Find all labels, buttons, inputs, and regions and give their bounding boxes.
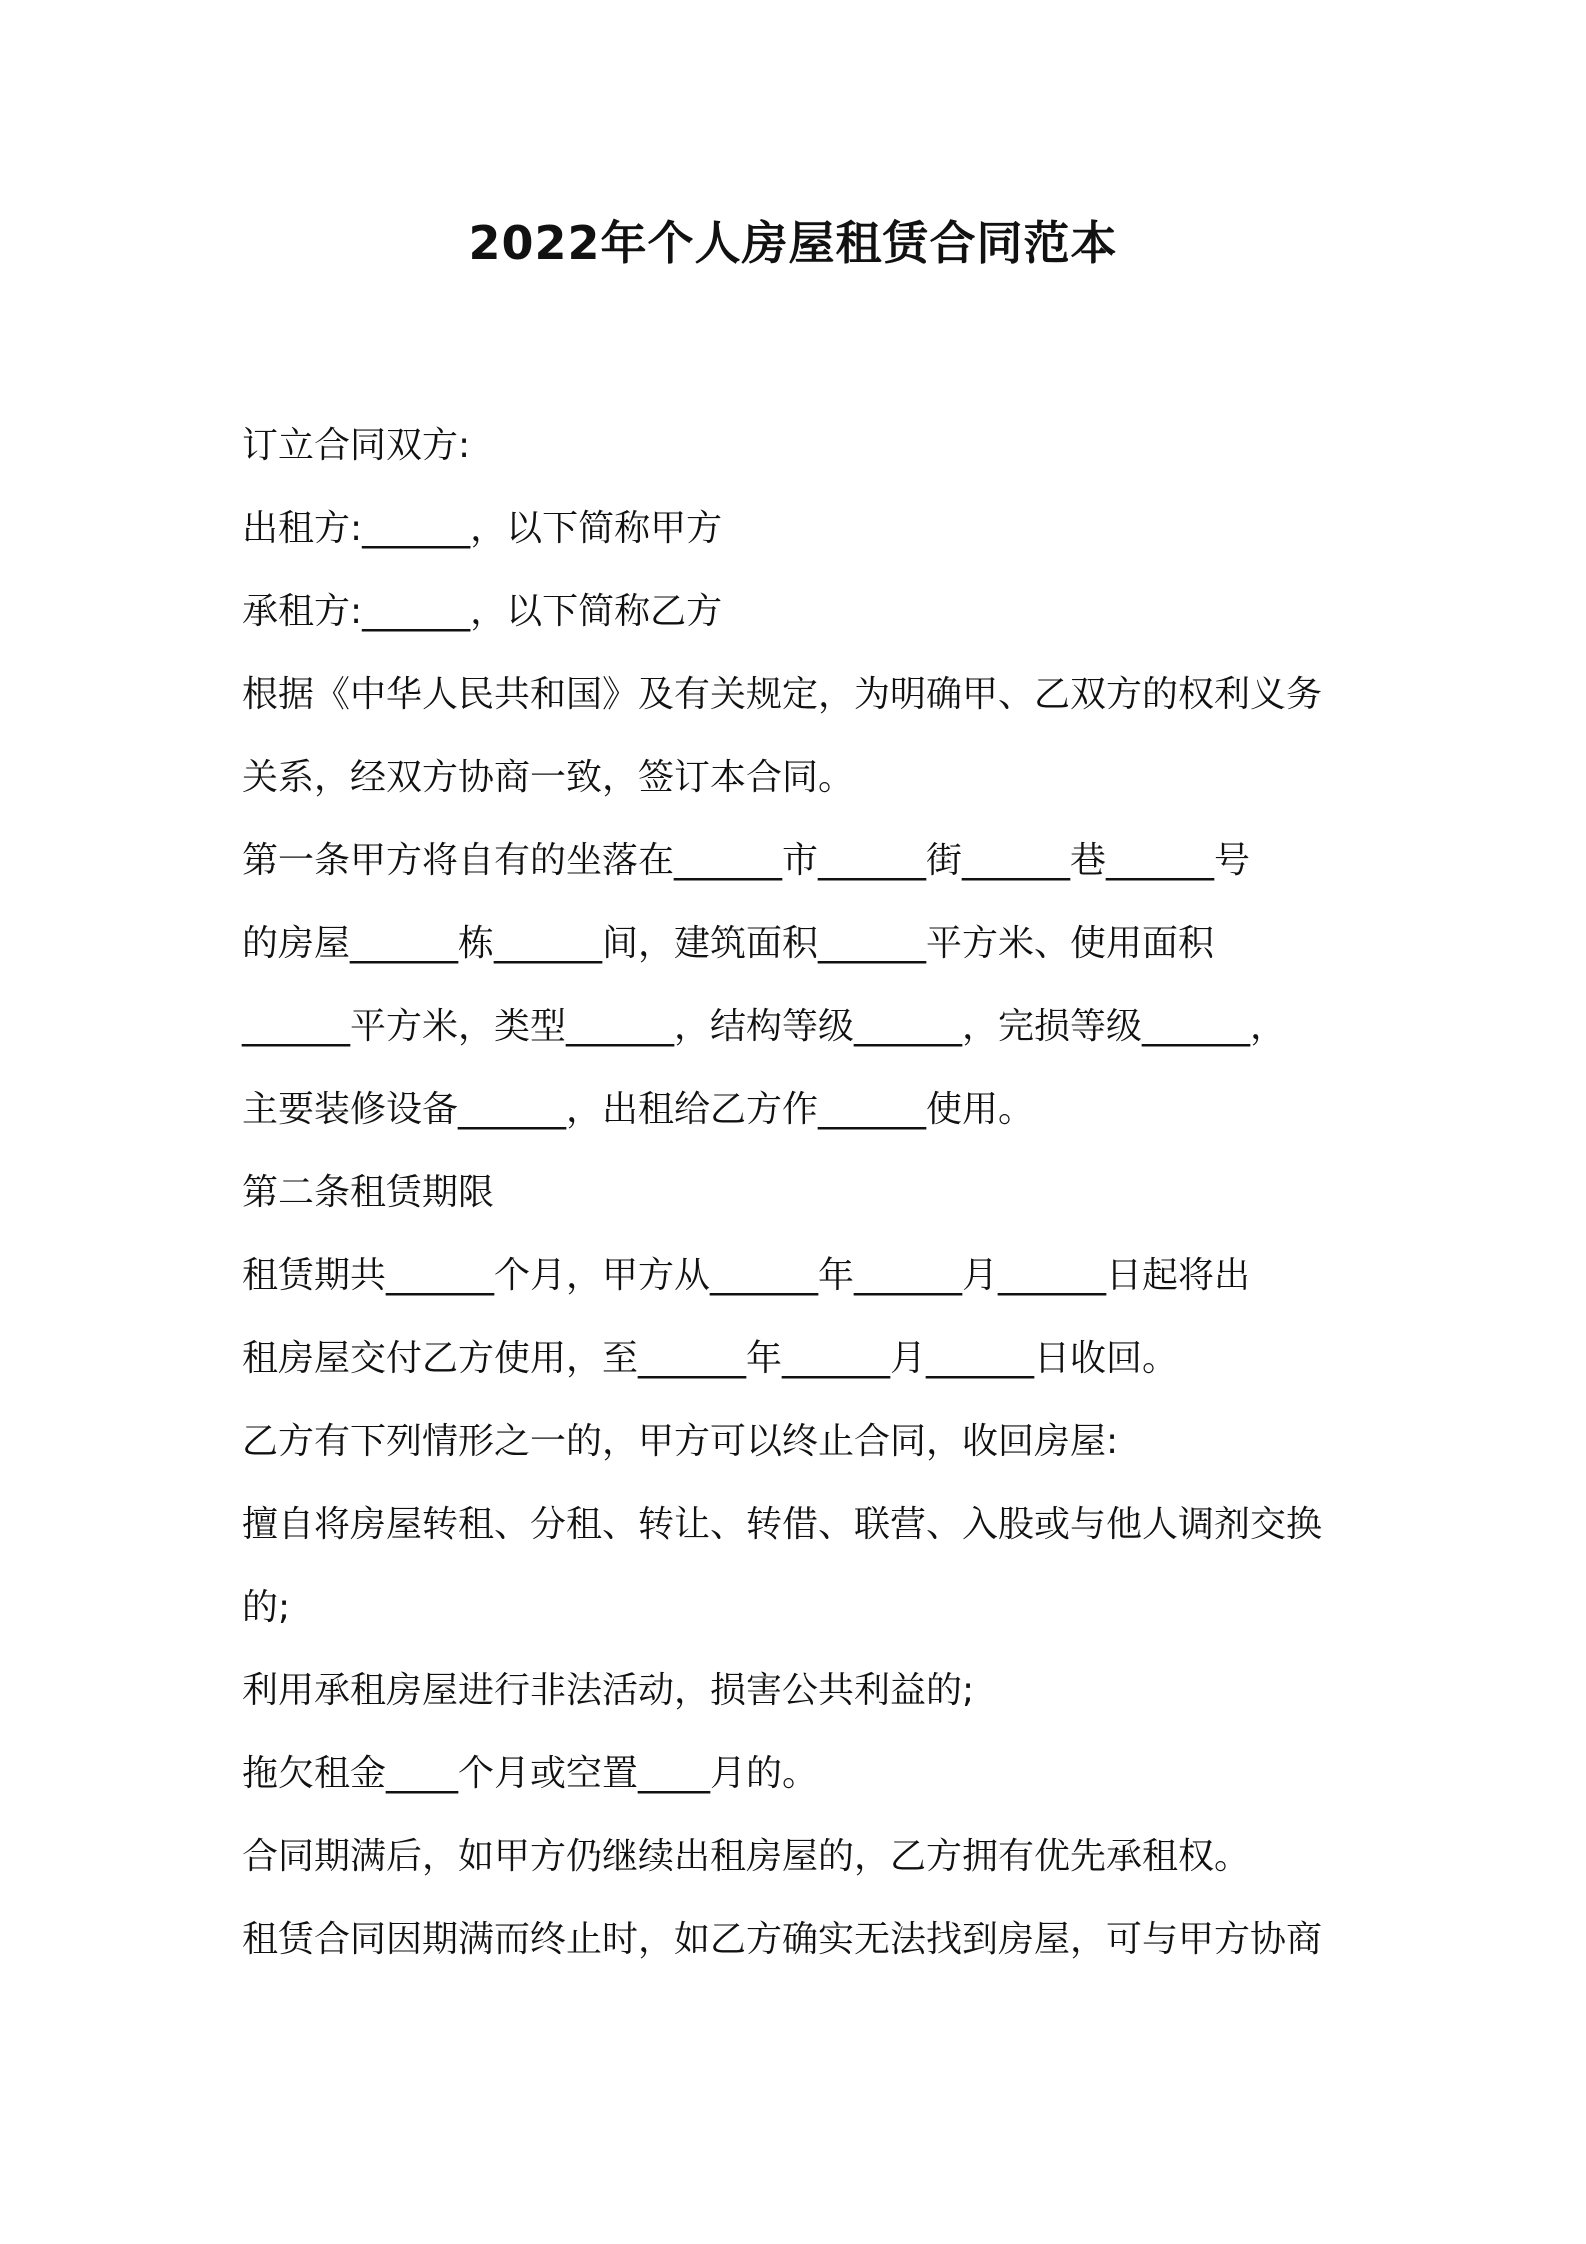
lessee-line: 承租方:______，以下简称乙方 (242, 591, 723, 632)
document-title: 2022年个人房屋租赁合同范本 (468, 216, 1118, 270)
expiry-negotiation-line: 租赁合同因期满而终止时，如乙方确实无法找到房屋，可与甲方协商 (242, 1919, 1323, 1960)
lease-term-line-2: 租房屋交付乙方使用，至______年______月______日收回。 (242, 1338, 1179, 1379)
preamble-line-1: 根据《中华人民共和国》及有关规定，为明确甲、乙双方的权利义务 (242, 674, 1323, 715)
termination-item-1-line-2: 的; (242, 1587, 291, 1628)
preamble-line-2: 关系，经双方协商一致，签订本合同。 (242, 757, 855, 798)
termination-item-2: 利用承租房屋进行非法活动，损害公共利益的; (242, 1670, 975, 1711)
termination-item-1-line-1: 擅自将房屋转租、分租、转让、转借、联营、入股或与他人调剂交换 (242, 1504, 1323, 1545)
termination-intro: 乙方有下列情形之一的，甲方可以终止合同，收回房屋: (242, 1421, 1119, 1462)
article-1-line-1: 第一条甲方将自有的坐落在______市______街______巷______号 (242, 840, 1251, 881)
article-1-line-2: 的房屋______栋______间，建筑面积______平方米、使用面积 (242, 923, 1215, 964)
document-body (242, 404, 1367, 1981)
article-1-line-4: 主要装修设备______，出租给乙方作______使用。 (242, 1089, 1035, 1130)
renewal-priority-line: 合同期满后，如甲方仍继续出租房屋的，乙方拥有优先承租权。 (242, 1836, 1251, 1877)
lessor-line: 出租方:______，以下简称甲方 (242, 508, 723, 549)
article-2-heading: 第二条租赁期限 (242, 1172, 495, 1213)
lease-term-line-1: 租赁期共______个月，甲方从______年______月______日起将出 (242, 1255, 1251, 1296)
parties-heading: 订立合同双方: (242, 425, 471, 466)
termination-item-3: 拖欠租金____个月或空置____月的。 (242, 1753, 819, 1794)
article-1-line-3: ______平方米，类型______，结构等级______，完损等级______， (242, 1006, 1287, 1047)
